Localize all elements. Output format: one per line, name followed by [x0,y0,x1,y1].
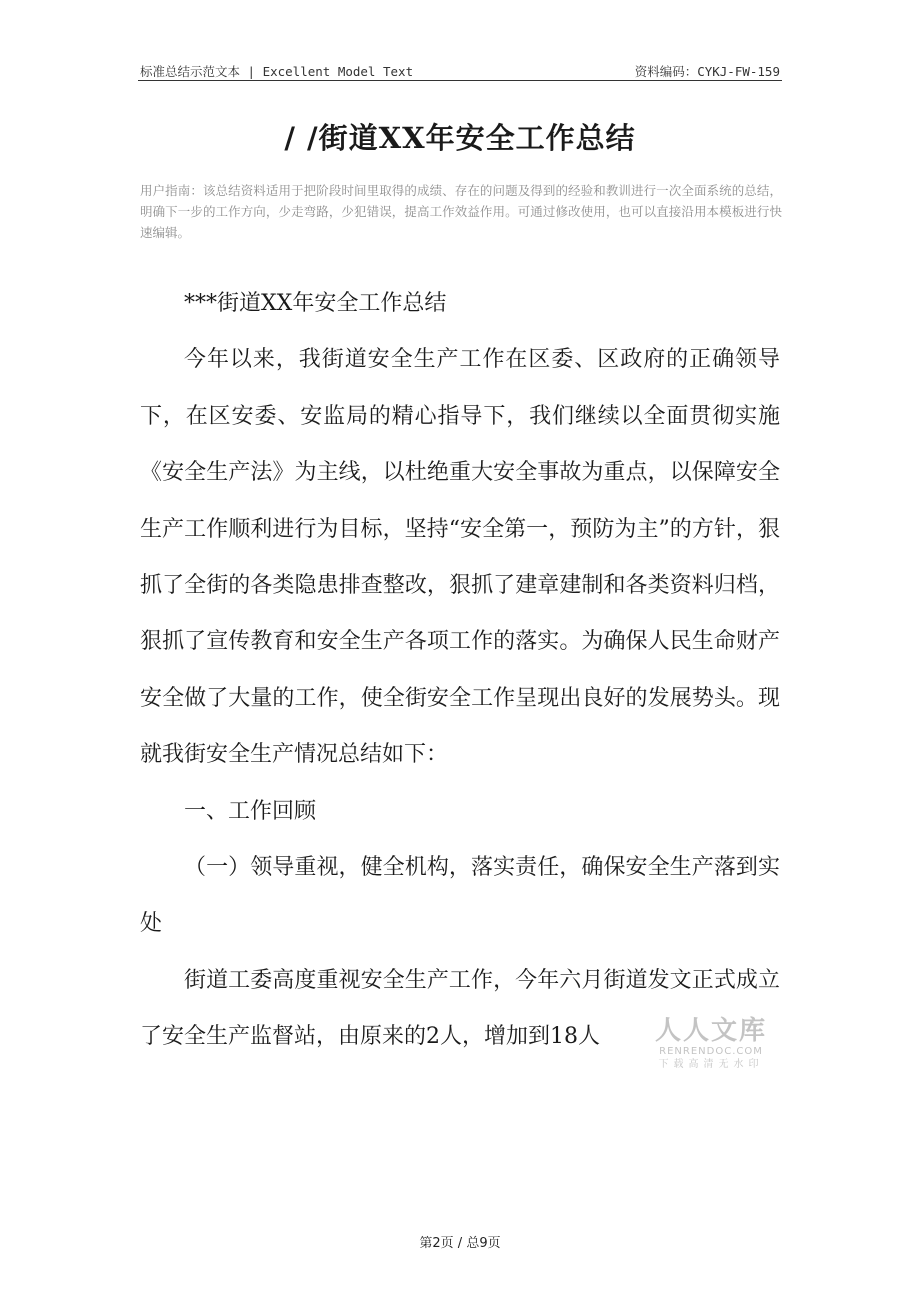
header-document-code: 资料编码：CYKJ-FW-159 [634,64,780,79]
page-header [138,58,782,81]
watermark-main-text: 人人文库 [654,1016,767,1046]
section-heading: 一、工作回顾 [184,798,317,824]
watermark-logo [648,1016,774,1072]
user-guide-note: 用户指南：该总结资料适用于把阶段时间里取得的成绩、存在的问题及得到的经验和教训进行一次全面系统的总结，明确下一步的工作方向，少走弯路，少犯错误，提高工作效益作用。可通过修改使用，也可以直接沿用本模板进行快速编辑。 [140,183,782,240]
body-subtitle: ***街道XX年安全工作总结 [184,291,447,316]
page-number: 第2页 / 总9页 [419,1236,501,1251]
body-paragraph: 街道工委高度重视安全生产工作，今年六月街道发文正式成立了安全生产监督站，由原来的2人，增加到18人 [140,967,780,1050]
watermark-domain-text: RENRENDOC.COM [659,1046,763,1057]
header-left-text: 标准总结示范文本 | Excellent Model Text [140,64,414,79]
watermark-slogan-text: 下载高清无水印 [658,1059,764,1070]
document-body [140,276,780,1066]
subsection-heading: （一）领导重视，健全机构，落实责任，确保安全生产落到实处 [140,855,780,937]
body-paragraph-intro: 今年以来，我街道安全生产工作在区委、区政府的正确领导下，在区安委、安监局的精心指导下，我们继续以全面贯彻实施《安全生产法》为主线，以杜绝重大安全事故为重点，以保障安全生产工作顺利进行为目标，坚持“安全第一，预防为主”的方针，狠抓了全街的各类隐患排查整改，狠抓了建章建制和各类资料归档，狠抓了宣传教育和安全生产各项工作的落实。为确保人民生命财产安全做了大量的工作，使全街安全工作呈现出良好的发展势头。现就我街安全生产情况总结如下： [140,347,780,768]
document-title: / /街道XX年安全工作总结 [284,121,636,155]
